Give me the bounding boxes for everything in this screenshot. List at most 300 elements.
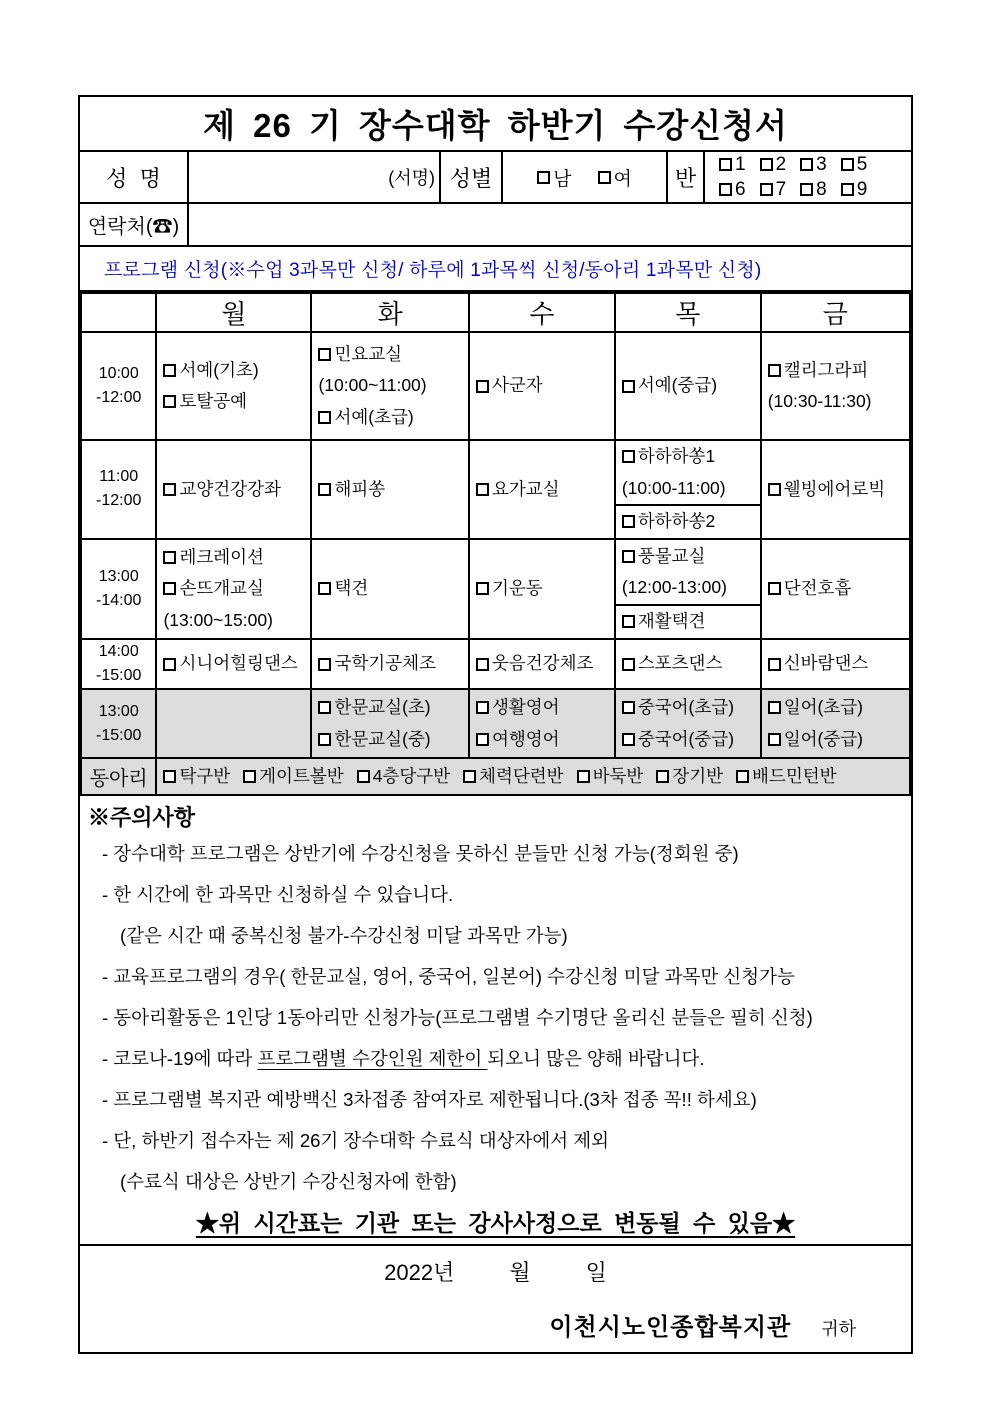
class-option (719, 154, 746, 176)
checkbox-icon[interactable] (318, 483, 331, 496)
course-option (476, 474, 612, 506)
class-checkbox-icon[interactable] (760, 158, 773, 171)
class-option (800, 179, 827, 201)
schedule-subcell (616, 541, 760, 604)
class-options-line (719, 179, 867, 201)
course-option (318, 474, 466, 506)
note-line (88, 1078, 903, 1119)
class-label: 반 (674, 165, 697, 191)
course-option (622, 506, 760, 538)
club-option (577, 761, 644, 793)
course-label: 서예(기초) (179, 359, 259, 380)
contact-row (80, 204, 911, 247)
checkbox-icon[interactable] (768, 658, 781, 671)
schedule-cell (156, 332, 311, 440)
note-line (88, 1160, 903, 1201)
gender-checkbox-icon[interactable] (537, 171, 550, 184)
gender-option-label: 여 (613, 168, 632, 190)
course-option (622, 541, 760, 573)
name-row (80, 152, 911, 204)
class-option (760, 179, 787, 201)
course-label: 요가교실 (491, 478, 560, 499)
note-underlined-text: 프로그램별 수강인원 제한이 (257, 1047, 488, 1069)
course-label: 한문교실(중) (334, 728, 431, 749)
gender-checkbox-icon[interactable] (598, 171, 611, 184)
schedule-cell-inner (163, 542, 308, 637)
time-slot-label (81, 539, 156, 640)
course-label: 일어(중급) (783, 728, 864, 749)
course-label: 여행영어 (491, 728, 560, 749)
course-option (768, 648, 907, 680)
schedule-cell-inner (163, 355, 308, 418)
course-label: (10:00-11:00) (621, 477, 726, 498)
class-options (705, 152, 911, 202)
schedule-cell (615, 689, 761, 758)
gender-label: 성별 (449, 165, 493, 191)
time-line: 13:00 (98, 567, 139, 585)
day-header-2: 수 (469, 293, 615, 332)
time-line: -14:00 (96, 591, 142, 609)
schedule-cell-inner (318, 648, 466, 680)
club-options-cell (156, 758, 910, 795)
time-line: -15:00 (96, 726, 142, 744)
course-option (318, 692, 466, 724)
checkbox-icon[interactable] (622, 615, 635, 628)
form-title: 제 26 기 장수대학 하반기 수강신청서 (203, 107, 788, 144)
course-label: 서예(초급) (334, 406, 414, 427)
course-label: 손뜨개교실 (179, 578, 264, 598)
schedule-cell (761, 539, 910, 640)
schedule-cell-inner (768, 573, 907, 605)
course-option (476, 692, 612, 724)
timetable-row (81, 440, 910, 539)
course-label: 웃음건강체조 (491, 653, 594, 674)
schedule-cell (761, 689, 910, 758)
course-label: 하하하쏭1 (637, 446, 716, 466)
club-option (243, 761, 344, 793)
schedule-cell-inner (476, 692, 612, 755)
schedule-cell-inner (318, 474, 466, 506)
schedule-cell (469, 332, 615, 440)
course-label: 사군자 (491, 375, 543, 396)
schedule-cell (615, 332, 761, 440)
contact-label: 연락처(☎) (87, 216, 180, 238)
schedule-cell-inner (476, 370, 612, 402)
course-label: 재활택견 (637, 610, 706, 631)
checkbox-icon[interactable] (476, 658, 489, 671)
club-options-wrap (163, 761, 909, 793)
notes-title: ※주의사항 (88, 804, 196, 830)
course-label: 한문교실(초) (334, 697, 431, 717)
club-option (163, 761, 230, 793)
club-option (357, 761, 450, 793)
course-label: 국학기공체조 (334, 653, 436, 674)
course-option (318, 573, 466, 605)
note-line (88, 955, 903, 996)
day-header-3: 목 (615, 293, 761, 332)
note-text: - 교육프로그램의 경우( 한문교실, 영어, 중국어, 일본어) 수강신청 미달 과목만 신청가능 (102, 965, 795, 987)
class-option-label: 2 (775, 153, 787, 175)
course-label: (10:00~11:00) (318, 375, 427, 396)
course-option (476, 724, 612, 756)
checkbox-icon[interactable] (768, 483, 781, 496)
notes-lines (88, 832, 903, 1201)
note-text: - 코로나-19에 따라 (102, 1047, 258, 1069)
time-line: 11:00 (99, 468, 139, 486)
club-checkbox-icon[interactable] (656, 770, 669, 783)
form-title-row (80, 97, 911, 152)
course-label: 신바람댄스 (783, 653, 869, 674)
name-label: 성 명 (106, 165, 161, 191)
course-option (163, 355, 308, 387)
note-line (88, 873, 903, 914)
time-line: -12:00 (96, 492, 142, 510)
note-line (88, 832, 903, 873)
date-line (80, 1246, 911, 1287)
course-label: 풍물교실 (637, 545, 706, 566)
checkbox-icon[interactable] (163, 364, 176, 377)
course-option (163, 648, 308, 680)
class-checkbox-icon[interactable] (841, 183, 854, 196)
course-option (622, 692, 758, 724)
time-slot-label (81, 639, 156, 689)
class-checkbox-icon[interactable] (719, 158, 732, 171)
time-line: -15:00 (96, 667, 142, 684)
course-label: (10:30-11:30) (767, 391, 872, 411)
course-option (318, 339, 466, 371)
checkbox-icon[interactable] (318, 701, 331, 714)
schedule-cell (156, 689, 311, 758)
schedule-cell (311, 689, 469, 758)
class-checkbox-icon[interactable] (841, 158, 854, 171)
course-option (163, 573, 308, 605)
schedule-cell (156, 639, 311, 689)
course-label: (13:00~15:00) (163, 609, 273, 630)
schedule-subcell (616, 604, 760, 638)
schedule-cell-inner (476, 573, 612, 605)
course-label: 민요교실 (334, 343, 403, 364)
schedule-cell-inner (768, 474, 907, 506)
course-label: 단전호흡 (783, 578, 852, 598)
club-row (81, 758, 910, 795)
note-text: - 프로그램별 복지관 예방백신 3차접종 참여자로 제한됩니다.(3차 접종 꼭!! 하세요) (102, 1088, 757, 1110)
schedule-cell-inner (622, 648, 758, 680)
club-checkbox-icon[interactable] (463, 770, 476, 783)
class-option (760, 154, 787, 176)
note-text: 되오니 많은 양해 바랍니다. (487, 1047, 705, 1069)
club-option-label: 배드민턴반 (752, 765, 837, 786)
course-time (318, 370, 466, 402)
time-line: 14:00 (98, 643, 139, 660)
note-line (88, 1119, 903, 1160)
checkbox-icon[interactable] (476, 483, 489, 496)
checkbox-icon[interactable] (476, 380, 489, 393)
date-year: 2022년 (384, 1260, 455, 1285)
checkbox-icon[interactable] (622, 380, 635, 393)
day-header-4: 금 (761, 293, 910, 332)
note-text: - 장수대학 프로그램은 상반기에 수강신청을 못하신 분들만 신청 가능(정회원 중) (102, 842, 739, 864)
note-line (88, 914, 903, 955)
checkbox-icon[interactable] (622, 701, 635, 714)
course-label: 중국어(중급) (637, 728, 735, 749)
schedule-cell-inner (622, 370, 758, 402)
course-time (622, 473, 760, 505)
checkbox-icon[interactable] (622, 550, 635, 563)
club-option-label: 장기반 (672, 765, 724, 786)
club-row-label: 동아리 (81, 758, 156, 795)
schedule-cell (311, 639, 469, 689)
course-option (163, 474, 308, 506)
note-text: (수료식 대상은 상반기 수강신청자에 한함) (120, 1170, 457, 1192)
schedule-cell-inner (476, 648, 612, 680)
checkbox-icon[interactable] (476, 733, 489, 746)
club-option-label: 바둑반 (592, 765, 644, 786)
club-option-label: 체력단련반 (479, 765, 564, 786)
club-checkbox-icon[interactable] (577, 770, 590, 783)
schedule-cell (156, 539, 311, 640)
course-option (318, 724, 466, 756)
schedule-cell-inner (163, 474, 308, 506)
course-time (622, 572, 760, 604)
checkbox-icon[interactable] (318, 411, 331, 424)
note-text: - 단, 하반기 접수자는 제 26기 장수대학 수료식 대상자에서 제외 (102, 1129, 610, 1151)
day-header-0: 월 (156, 293, 311, 332)
org-name: 이천시노인종합복지관 (549, 1314, 792, 1341)
program-header-text: 프로그램 신청(※수업 3과목만 신청/ 하루에 1과목씩 신청/동아리 1과목만 신청) (104, 260, 762, 281)
class-option (800, 154, 827, 176)
schedule-cell-inner (768, 648, 907, 680)
gender-label-cell (441, 152, 503, 202)
time-column-corner (81, 293, 156, 332)
timetable-row (81, 332, 910, 440)
program-header-row (80, 247, 911, 292)
course-label: 웰빙에어로빅 (783, 478, 886, 499)
class-option-label: 3 (816, 153, 827, 175)
subcell-wrap (616, 441, 760, 538)
course-label: 레크레이션 (179, 546, 264, 567)
signature-hint: (서명) (388, 168, 435, 188)
checkbox-icon[interactable] (318, 582, 331, 595)
day-header-row (81, 293, 910, 332)
checkbox-icon[interactable] (622, 450, 635, 463)
course-label: 교양건강강좌 (179, 478, 281, 499)
schedule-cell-inner (318, 573, 466, 605)
checkbox-icon[interactable] (768, 701, 781, 714)
course-option (318, 648, 466, 680)
timetable (80, 292, 911, 796)
org-line (549, 1307, 856, 1342)
course-label: 토탈공예 (179, 391, 248, 411)
schedule-cell-inner (163, 648, 308, 680)
course-label: 스포츠댄스 (637, 653, 723, 674)
note-text: - 동아리활동은 1인당 1동아리만 신청가능(프로그램별 수기명단 올리신 분들은 필히 신청) (102, 1006, 813, 1028)
checkbox-icon[interactable] (476, 582, 489, 595)
class-checkbox-icon[interactable] (719, 183, 732, 196)
org-honorific: 귀하 (821, 1319, 856, 1339)
time-line: 10:00 (98, 365, 139, 382)
time-line: -12:00 (96, 389, 142, 406)
checkbox-icon[interactable] (163, 658, 176, 671)
course-label: (12:00-13:00) (621, 577, 727, 597)
course-label: 캘리그라피 (783, 359, 869, 380)
name-input-area[interactable] (189, 152, 441, 202)
club-option-label: 게이트볼반 (259, 765, 344, 786)
schedule-subcell (616, 504, 760, 538)
schedule-cell (761, 639, 910, 689)
note-line (88, 996, 903, 1037)
schedule-cell (469, 440, 615, 539)
schedule-cell (615, 539, 761, 640)
course-time (163, 605, 308, 637)
schedule-cell-inner (318, 692, 466, 755)
checkbox-icon[interactable] (318, 733, 331, 746)
checkbox-icon[interactable] (163, 551, 176, 564)
course-label: 하하하쏭2 (637, 511, 716, 531)
contact-input-area[interactable] (189, 204, 911, 245)
checkbox-icon[interactable] (622, 733, 635, 746)
schedule-cell (761, 440, 910, 539)
schedule-cell (469, 639, 615, 689)
time-slot-label (81, 689, 156, 758)
checkbox-icon[interactable] (768, 364, 781, 377)
course-option (622, 648, 758, 680)
date-month: 월 (509, 1260, 531, 1285)
schedule-cell (156, 440, 311, 539)
course-label: 서예(중급) (637, 375, 718, 396)
timetable-row (81, 639, 910, 689)
checkbox-icon[interactable] (318, 658, 331, 671)
class-options-line (719, 154, 867, 176)
club-option (656, 761, 723, 793)
course-label: 시니어힐링댄스 (179, 653, 298, 674)
course-label: 해피쏭 (334, 478, 386, 499)
course-label: 생활영어 (491, 697, 560, 717)
note-text: - 한 시간에 한 과목만 신청하실 수 있습니다. (102, 883, 454, 905)
checkbox-icon[interactable] (622, 515, 635, 528)
time-line: 13:00 (98, 702, 139, 720)
note-line (88, 1037, 903, 1078)
schedule-cell (311, 332, 469, 440)
footer (80, 1246, 911, 1352)
club-option-label: 탁구반 (179, 765, 231, 786)
checkbox-icon[interactable] (163, 483, 176, 496)
timetable-row (81, 689, 910, 758)
course-option (768, 724, 907, 756)
course-label: 중국어(초급) (637, 697, 735, 717)
checkbox-icon[interactable] (163, 395, 176, 408)
course-option (476, 573, 612, 605)
class-option-label: 9 (856, 178, 868, 200)
course-option (476, 648, 612, 680)
contact-label-cell (80, 204, 189, 245)
course-option (768, 355, 907, 387)
course-option (622, 606, 760, 638)
course-option (768, 692, 907, 724)
club-checkbox-icon[interactable] (736, 770, 749, 783)
schedule-cell (469, 539, 615, 640)
course-option (768, 474, 907, 506)
checkbox-icon[interactable] (163, 582, 176, 595)
gender-option (598, 164, 632, 191)
date-day: 일 (585, 1260, 607, 1285)
registration-form (78, 95, 913, 1354)
schedule-cell-inner (768, 355, 907, 418)
class-checkbox-icon[interactable] (760, 183, 773, 196)
gender-option-label: 남 (553, 168, 572, 190)
checkbox-icon[interactable] (768, 582, 781, 595)
checkbox-icon[interactable] (622, 658, 635, 671)
course-label: 기운동 (491, 578, 543, 598)
gender-options (503, 152, 668, 202)
course-time (768, 386, 907, 418)
schedule-subcell (616, 441, 760, 504)
schedule-cell (311, 440, 469, 539)
checkbox-icon[interactable] (476, 701, 489, 714)
note-text: (같은 시간 때 중복신청 불가-수강신청 미달 과목만 가능) (120, 924, 568, 946)
schedule-cell (311, 539, 469, 640)
class-label-cell (668, 152, 705, 202)
course-label: 택견 (334, 578, 369, 598)
class-option-label: 7 (775, 178, 787, 200)
class-option-label: 6 (735, 178, 746, 200)
class-checkbox-icon[interactable] (800, 158, 813, 171)
club-checkbox-icon[interactable] (243, 770, 256, 783)
checkbox-icon[interactable] (768, 733, 781, 746)
course-option (768, 573, 907, 605)
course-option (318, 402, 466, 434)
class-option (841, 179, 868, 201)
club-option-label: 4층당구반 (372, 765, 451, 786)
gender-option (537, 164, 571, 191)
schedule-cell-inner (622, 692, 758, 755)
course-option (622, 441, 760, 473)
class-checkbox-icon[interactable] (800, 183, 813, 196)
time-slot-label (81, 332, 156, 440)
subcell-wrap (616, 541, 760, 638)
schedule-cell (761, 332, 910, 440)
notice-text: ★위 시간표는 기관 또는 강사사정으로 변동될 수 있음★ (195, 1209, 796, 1236)
schedule-cell (615, 440, 761, 539)
course-option (163, 542, 308, 574)
notes-section (80, 796, 911, 1246)
schedule-cell-inner (768, 692, 907, 755)
checkbox-icon[interactable] (318, 348, 331, 361)
club-checkbox-icon[interactable] (163, 770, 176, 783)
notice-line (88, 1201, 903, 1241)
course-option (622, 370, 758, 402)
class-option (719, 179, 746, 201)
course-option (163, 386, 308, 418)
schedule-cell (469, 689, 615, 758)
schedule-cell (615, 639, 761, 689)
class-option (841, 154, 868, 176)
course-option (622, 724, 758, 756)
day-header-1: 화 (311, 293, 469, 332)
class-option-label: 5 (856, 153, 868, 175)
club-option (463, 761, 564, 793)
class-option-label: 1 (735, 153, 746, 175)
timetable-row (81, 539, 910, 640)
schedule-cell-inner (318, 339, 466, 434)
time-slot-label (81, 440, 156, 539)
schedule-cell-inner (476, 474, 612, 506)
course-option (476, 370, 612, 402)
name-label-cell (80, 152, 189, 202)
club-checkbox-icon[interactable] (357, 770, 370, 783)
club-option (736, 761, 837, 793)
course-label: 일어(초급) (783, 697, 864, 717)
class-option-label: 8 (816, 178, 827, 200)
